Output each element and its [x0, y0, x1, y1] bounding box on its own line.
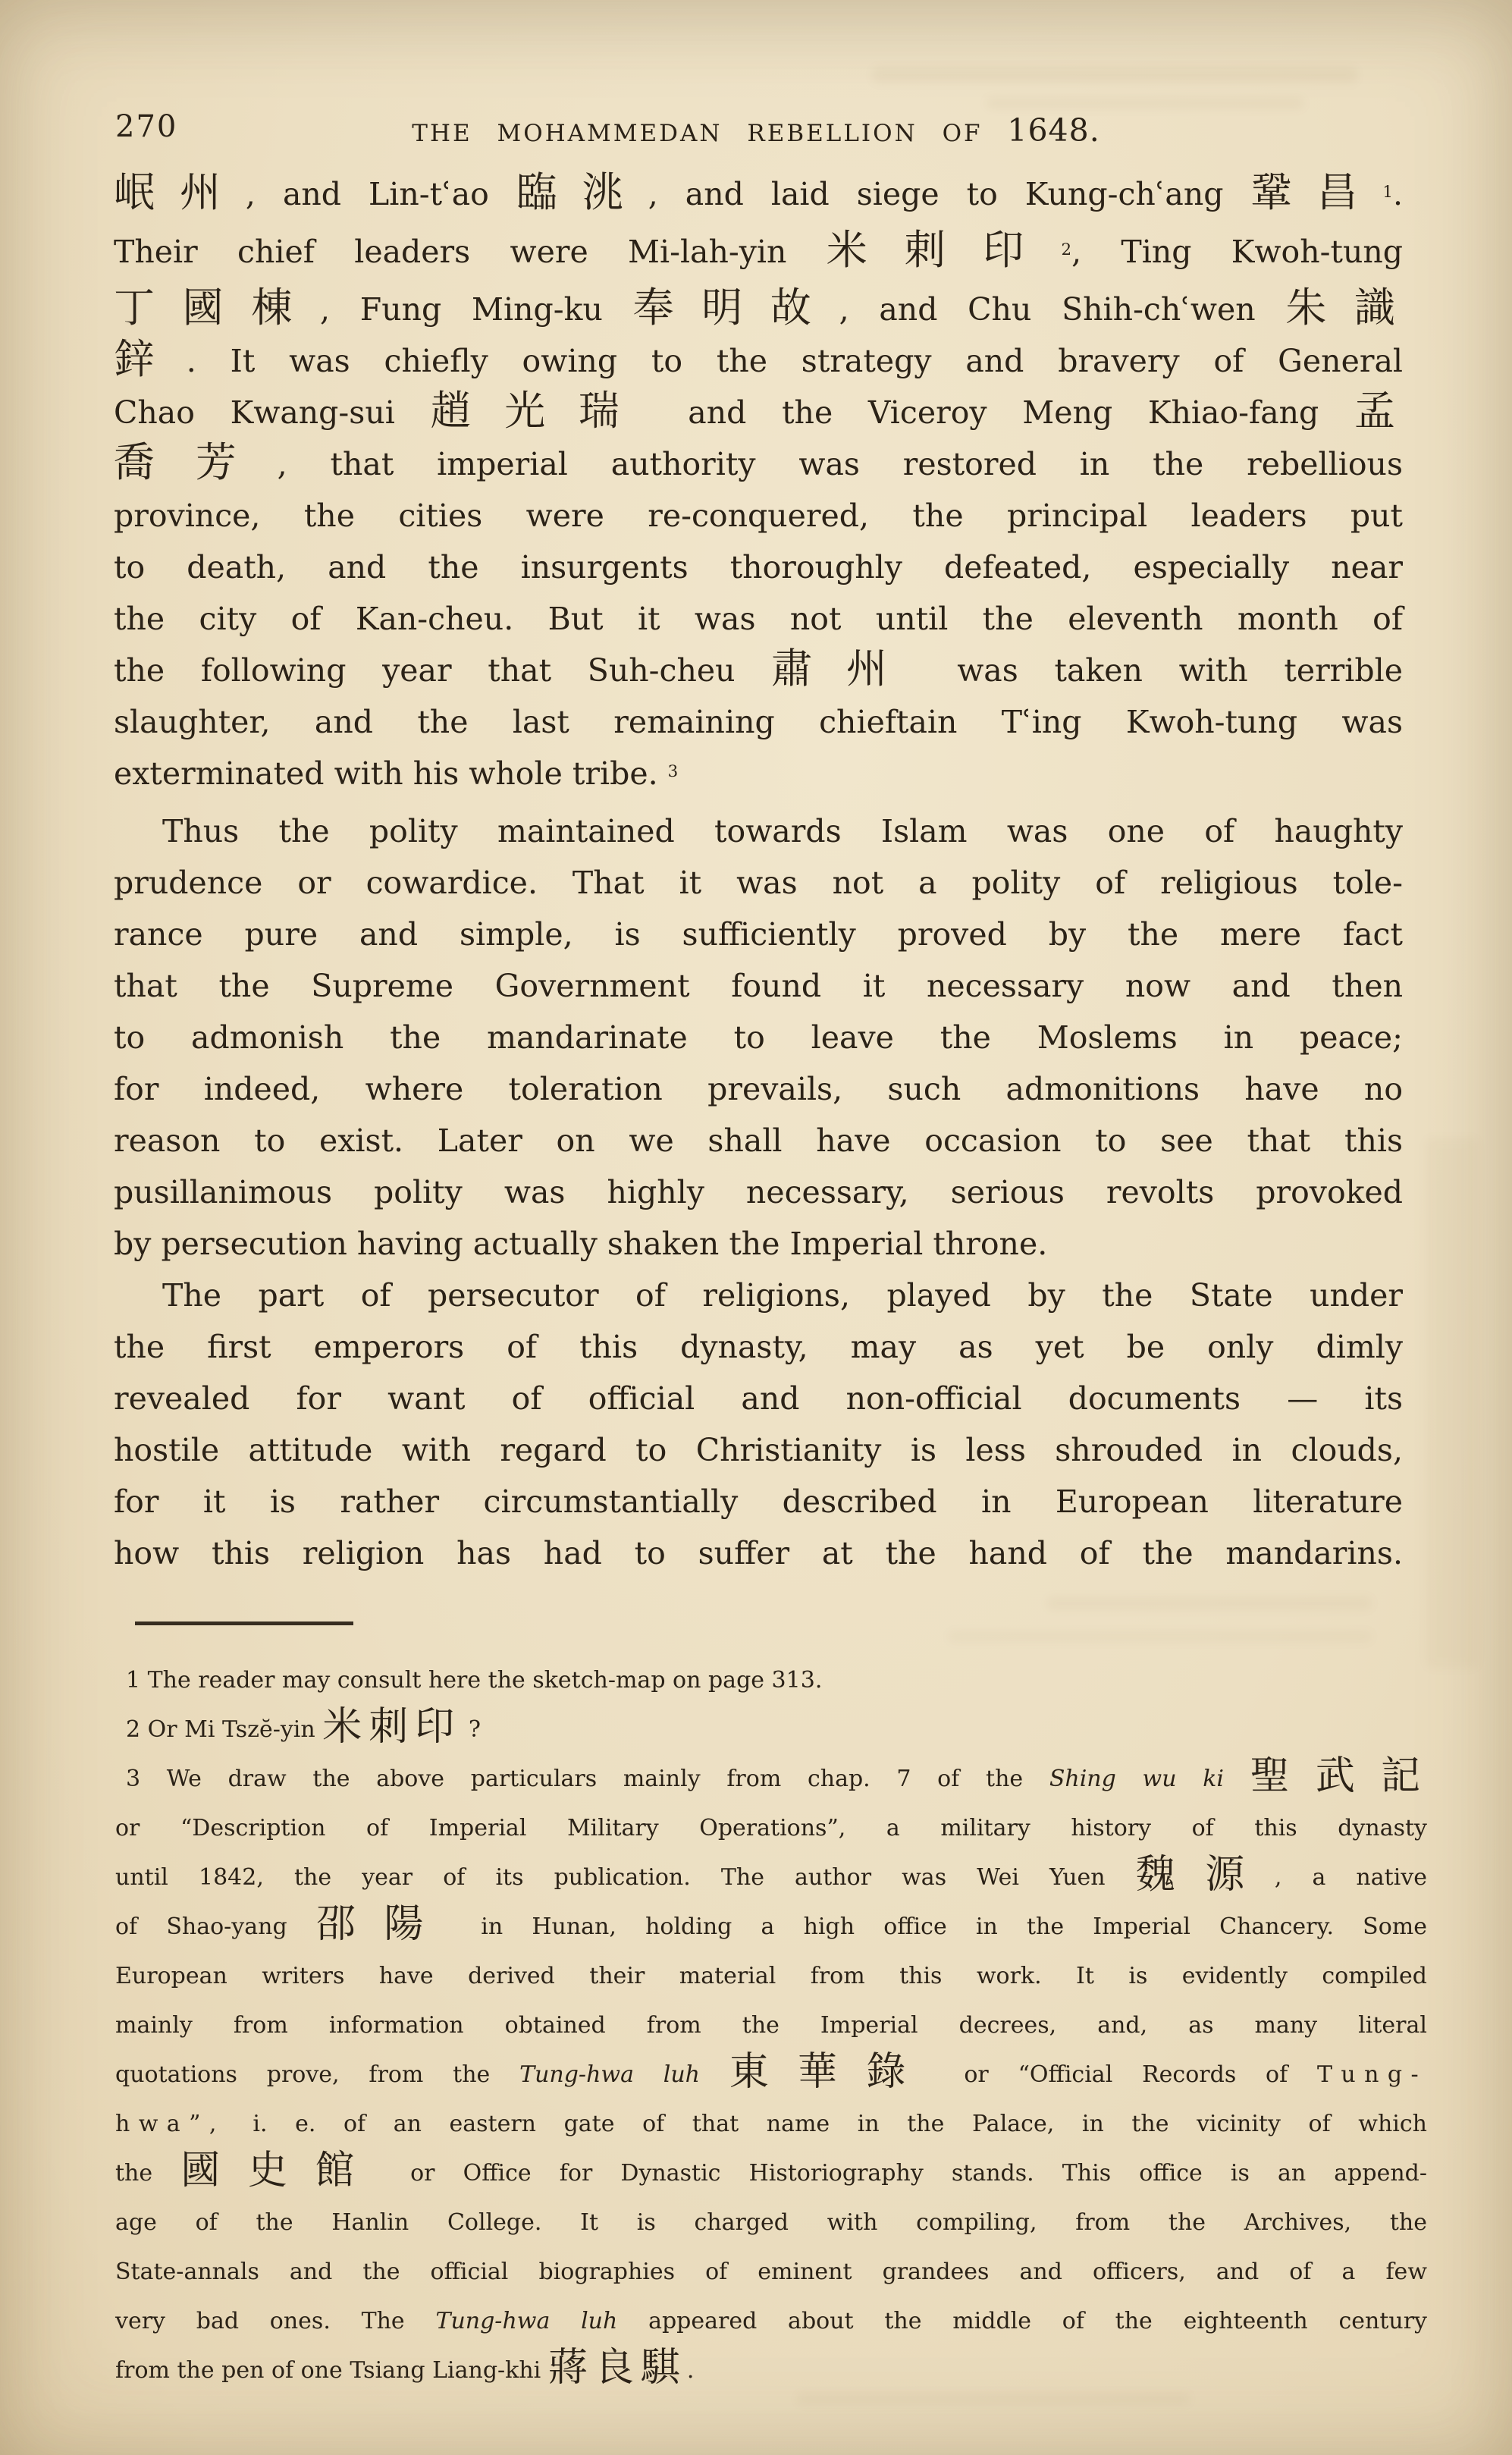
text-line: [115, 1902, 1427, 1951]
body-text: very bad ones. The: [115, 2308, 436, 2334]
text-line: [114, 593, 1403, 645]
body-text: , a native: [1274, 1864, 1427, 1891]
body-text: Their chief leaders were Mi-lah-yin: [114, 234, 827, 270]
text-line: [115, 1754, 1427, 1804]
show-through-mark: [948, 1631, 1372, 1643]
show-through-mark: [1426, 1138, 1479, 1669]
text-line: [114, 1218, 1403, 1270]
footnote-reference: 3: [667, 761, 679, 781]
body-text: , and laid siege to Kung-chʿang: [648, 176, 1251, 212]
body-text: exterminated with his whole tribe.: [114, 755, 668, 792]
body-text: until 1842, the year of its publication. The author was Wei Yuen: [115, 1864, 1136, 1891]
body-text: European writers have derived their material from this work. It is evidently compiled: [115, 1963, 1427, 1989]
text-line: [114, 1270, 1403, 1321]
body-text: the city of Kan-cheu. But it was not until the eleventh month of: [114, 601, 1403, 637]
text-line: [115, 2149, 1427, 2198]
body-text: , Fung Ming-ku: [320, 291, 633, 328]
chinese-characters: 米刺印: [322, 1704, 462, 1750]
show-through-mark: [1046, 1596, 1372, 1610]
body-text: was taken with terrible: [921, 652, 1404, 689]
chinese-characters: 趙光瑞: [430, 387, 653, 435]
footnote-reference: 2: [1061, 240, 1072, 259]
body-text: 1 The reader may consult here the sketch-map on page 313.: [126, 1667, 823, 1694]
text-line: [114, 696, 1403, 748]
text-line: [114, 1063, 1403, 1115]
chinese-characters: 蔣良騏: [547, 2345, 687, 2391]
text-line: [115, 1951, 1427, 2001]
body-text: of Shao-yang: [115, 1913, 316, 1940]
footnotes: [115, 1656, 1427, 2395]
text-line: [114, 335, 1403, 387]
text-line: [114, 284, 1403, 335]
body-text: from the pen of one Tsiang Liang-khi: [115, 2357, 548, 2384]
text-line: [114, 387, 1403, 438]
body-text: , and Chu Shih-chʿwen: [839, 291, 1286, 328]
chinese-characters: 孟: [1354, 387, 1403, 435]
body-text: to admonish the mandarinate to leave the Moslems in peace;: [114, 1019, 1403, 1056]
body-text: .: [1392, 176, 1404, 212]
body-text: or “Description of Imperial Military Operations”, a military history of this dynasty: [115, 1815, 1427, 1841]
text-line: [114, 490, 1403, 542]
body-text: prudence or cowardice. That it was not a polity of religious tole-: [114, 865, 1403, 901]
chinese-characters: 肅州: [771, 645, 921, 692]
text-line: [114, 1527, 1403, 1579]
text-line: [114, 542, 1403, 593]
body-text: quotations prove, from the: [115, 2061, 520, 2088]
body-text: ?: [461, 1716, 481, 1743]
body-text: or “Official Records of: [934, 2061, 1317, 2088]
paragraph-2: [114, 805, 1403, 1270]
body-text: , and Lin-tʿao: [245, 176, 516, 212]
body-text: appeared about the middle of the eighteenth century: [617, 2308, 1427, 2334]
body-text: . It was chiefly owing to the strategy and bravery of General: [186, 343, 1403, 379]
body-text: reason to exist. Later on we shall have occasion to see that this: [114, 1122, 1403, 1159]
body-text: , that imperial authority was restored in the rebellious: [277, 446, 1403, 482]
text-line: [114, 805, 1403, 857]
text-line: [114, 748, 1403, 805]
body-text: [1224, 1766, 1250, 1792]
body-text: or Office for Dynastic Historiography stands. This office is an append-: [382, 2160, 1427, 2187]
chinese-characters: 奉明故: [632, 284, 839, 331]
chinese-characters: 岷州: [114, 168, 246, 216]
body-text: 3 We draw the above particulars mainly from chap. 7 of the: [126, 1766, 1049, 1792]
letterspaced-text: Tung-: [1316, 2061, 1427, 2088]
body-text: how this religion has had to suffer at the hand of the mandarins.: [114, 1535, 1403, 1571]
chinese-characters: 喬芳: [114, 438, 278, 486]
body-text: mainly from information obtained from the Imperial decrees, and, as many literal: [115, 2012, 1427, 2039]
body-text: province, the cities were re-conquered, the principal leaders put: [114, 498, 1403, 534]
footnote-reference: 1: [1382, 182, 1393, 202]
chinese-characters: 東華錄: [729, 2049, 935, 2095]
footnote-3: [115, 1754, 1427, 2395]
text-line: [114, 857, 1403, 909]
chinese-characters: 鋅: [114, 335, 187, 383]
text-line: [114, 960, 1403, 1012]
body-text: age of the Hanlin College. It is charged with compiling, from the Archives, the: [115, 2209, 1427, 2236]
page-number: 270: [115, 109, 178, 144]
body-text: [700, 2061, 729, 2088]
body-text: pusillanimous polity was highly necessary, serious revolts provoked: [114, 1174, 1403, 1210]
text-line: [114, 1012, 1403, 1063]
running-title-text: THE MOHAMMEDAN REBELLION OF: [412, 120, 983, 147]
footnote-divider: [135, 1621, 353, 1625]
body-text: State-annals and the official biographies of eminent grandees and officers, and of a few: [115, 2259, 1427, 2285]
text-line: [115, 1853, 1427, 1902]
footnote-2: [115, 1705, 1427, 1754]
body-text: Chao Kwang-sui: [114, 394, 431, 431]
letterspaced-text: hwa”,: [115, 2111, 225, 2137]
italic-text: Tung-hwa luh: [519, 2061, 700, 2088]
body-text: i. e. of an eastern gate of that name in the Palace, in the vicinity of which: [224, 2111, 1427, 2137]
chinese-characters: 米剌印: [826, 226, 1062, 274]
body-text: the first emperors of this dynasty, may as yet be only dimly: [114, 1329, 1403, 1365]
chinese-characters: 邵陽: [315, 1901, 453, 1947]
body-text: for it is rather circumstantially described in European literature: [114, 1483, 1403, 1520]
italic-text: Tung-hwa luh: [435, 2308, 618, 2334]
text-line: [114, 909, 1403, 960]
body-text: to death, and the insurgents thoroughly defeated, especially near: [114, 549, 1403, 585]
chinese-characters: 丁國棟: [114, 284, 321, 331]
chinese-characters: 鞏昌: [1250, 168, 1383, 216]
text-line: [114, 1373, 1403, 1424]
text-line: [114, 438, 1403, 490]
chinese-characters: 臨洮: [516, 168, 648, 216]
running-title-year: 1648.: [1007, 112, 1100, 149]
chinese-characters: 國史館: [180, 2148, 382, 2193]
chinese-characters: 朱識: [1285, 284, 1404, 331]
body-text: Thus the polity maintained towards Islam was one of haughty: [162, 813, 1403, 849]
body-text: by persecution having actually shaken the Imperial throne.: [114, 1226, 1048, 1262]
page-header: [0, 0, 1512, 150]
text-line: [115, 2001, 1427, 2050]
body-text: that the Supreme Government found it necessary now and then: [114, 968, 1403, 1004]
body-text: for indeed, where toleration prevails, such admonitions have no: [114, 1071, 1403, 1107]
main-text: [114, 168, 1403, 1579]
text-line: [114, 168, 1403, 226]
text-line: [114, 1476, 1403, 1527]
body-text: the: [115, 2160, 181, 2187]
text-line: [114, 1424, 1403, 1476]
text-line: [115, 2296, 1427, 2346]
text-line: [114, 1166, 1403, 1218]
text-line: [115, 2099, 1427, 2149]
text-line: [115, 2346, 1427, 2395]
running-title: [0, 112, 1512, 149]
body-text: and the Viceroy Meng Khiao-fang: [652, 394, 1354, 431]
text-line: [115, 2198, 1427, 2247]
paragraph-1: [114, 168, 1403, 805]
footnote-1: [115, 1656, 1427, 1705]
italic-text: Shing wu ki: [1049, 1766, 1224, 1792]
text-line: [115, 1656, 1427, 1705]
body-text: The part of persecutor of religions, played by the State under: [162, 1277, 1403, 1314]
chinese-characters: 魏源: [1135, 1852, 1275, 1898]
text-line: [114, 645, 1403, 696]
body-text: hostile attitude with regard to Christianity is less shrouded in clouds,: [114, 1432, 1403, 1468]
body-text: the following year that Suh-cheu: [114, 652, 772, 689]
text-line: [115, 1804, 1427, 1853]
chinese-characters: 聖武記: [1250, 1753, 1427, 1799]
body-text: 2 Or Mi Tszĕ-yin: [126, 1716, 323, 1743]
body-text: , Ting Kwoh-tung: [1071, 234, 1404, 270]
text-line: [115, 2050, 1427, 2099]
body-text: slaughter, and the last remaining chieftain Tʿing Kwoh-tung was: [114, 704, 1403, 740]
text-line: [114, 226, 1403, 284]
body-text: .: [686, 2357, 695, 2384]
paragraph-3: [114, 1270, 1403, 1579]
text-line: [114, 1115, 1403, 1166]
text-line: [115, 1705, 1427, 1754]
body-text: in Hunan, holding a high office in the Imperial Chancery. Some: [452, 1913, 1427, 1940]
text-line: [114, 1321, 1403, 1373]
text-line: [115, 2247, 1427, 2296]
body-text: rance pure and simple, is sufficiently proved by the mere fact: [114, 916, 1403, 953]
body-text: revealed for want of official and non-official documents — its: [114, 1380, 1403, 1417]
